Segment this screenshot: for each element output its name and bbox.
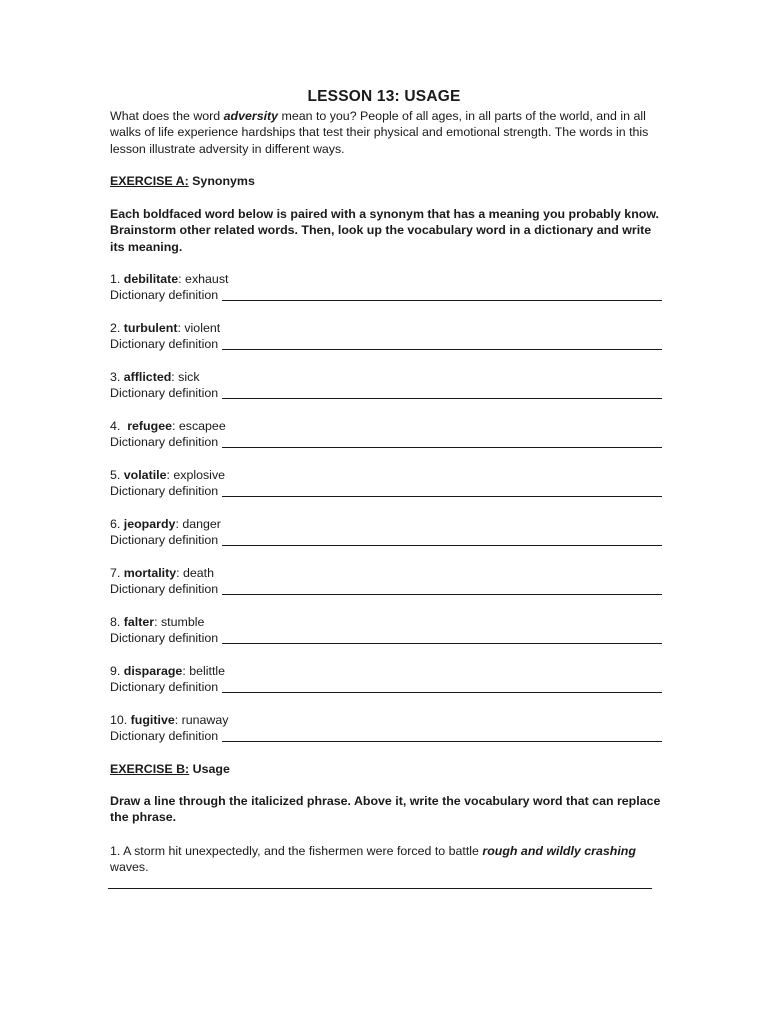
definition-row bbox=[110, 679, 662, 695]
definition-blank-line[interactable] bbox=[222, 299, 662, 301]
exercise-a-instructions: Each boldfaced word below is paired with a synonym that has a meaning you probably know. Brainstorm other related words. Then, look up the vocabulary word in a dictionary and write its meaning. bbox=[110, 207, 659, 254]
synonym: : violent bbox=[177, 321, 221, 335]
question-text-start: 1. A storm hit unexpectedly, and the fishermen were forced to battle bbox=[110, 844, 483, 858]
synonym-pair bbox=[110, 320, 662, 336]
definition-blank-line[interactable] bbox=[222, 348, 662, 350]
synonym-item bbox=[110, 614, 662, 663]
synonym: : stumble bbox=[154, 615, 205, 629]
synonym-item bbox=[110, 271, 662, 320]
definition-label: Dictionary definition bbox=[110, 484, 219, 499]
definition-label: Dictionary definition bbox=[110, 337, 219, 352]
definition-row bbox=[110, 287, 662, 303]
definition-row bbox=[110, 630, 662, 646]
item-number: 4. bbox=[110, 419, 128, 433]
definition-blank-line[interactable] bbox=[222, 495, 662, 497]
vocab-word: jeopardy bbox=[123, 517, 176, 531]
definition-row bbox=[110, 728, 662, 744]
synonym-pair bbox=[110, 712, 662, 728]
definition-row bbox=[110, 483, 662, 499]
synonym-pair bbox=[110, 614, 662, 630]
definition-blank-line[interactable] bbox=[222, 446, 662, 448]
definition-row bbox=[110, 581, 662, 597]
definition-blank-line[interactable] bbox=[222, 691, 662, 693]
definition-label: Dictionary definition bbox=[110, 386, 219, 401]
intro-text-end: mean to you? People of all ages, in all parts of the world, and in all walks of life experience hardships that test their physical and emotional strength. The words in this lesson illustrate adversity in different ways. bbox=[110, 109, 649, 156]
vocab-word: volatile bbox=[123, 468, 167, 482]
definition-label: Dictionary definition bbox=[110, 582, 219, 597]
definition-row bbox=[110, 434, 662, 450]
exercise-b-heading bbox=[110, 761, 662, 777]
item-number: 10. bbox=[110, 713, 131, 727]
item-number: 5. bbox=[110, 468, 124, 482]
definition-label: Dictionary definition bbox=[110, 729, 219, 744]
vocab-word: mortality bbox=[123, 566, 177, 580]
vocab-word: afflicted bbox=[123, 370, 172, 384]
synonym-item bbox=[110, 467, 662, 516]
definition-blank-line[interactable] bbox=[222, 593, 662, 595]
vocab-word: refugee bbox=[127, 419, 172, 433]
exercise-b-label: EXERCISE B: bbox=[110, 762, 190, 776]
definition-label: Dictionary definition bbox=[110, 631, 219, 646]
synonym: : belittle bbox=[182, 664, 226, 678]
synonym: : explosive bbox=[166, 468, 226, 482]
item-number: 7. bbox=[110, 566, 124, 580]
synonym: : sick bbox=[171, 370, 200, 384]
question-text-end: waves. bbox=[110, 860, 149, 875]
synonym: : runaway bbox=[174, 713, 229, 727]
item-number: 3. bbox=[110, 370, 124, 384]
definition-row bbox=[110, 385, 662, 401]
intro-italic-word: adversity bbox=[223, 109, 279, 123]
intro-text-start: What does the word bbox=[110, 109, 224, 123]
synonym-list bbox=[110, 271, 662, 761]
item-number: 8. bbox=[110, 615, 124, 629]
synonym-pair bbox=[110, 467, 662, 483]
item-number: 1. bbox=[110, 272, 124, 286]
synonym: : danger bbox=[175, 517, 221, 531]
exercise-a-heading bbox=[110, 173, 662, 189]
synonym-pair bbox=[110, 418, 662, 434]
vocab-word: debilitate bbox=[123, 272, 179, 286]
definition-blank-line[interactable] bbox=[222, 397, 662, 399]
synonym-item bbox=[110, 320, 662, 369]
italicized-phrase: rough and wildly crashing bbox=[482, 844, 636, 858]
item-number: 6. bbox=[110, 517, 124, 531]
intro-paragraph bbox=[110, 108, 662, 157]
definition-label: Dictionary definition bbox=[110, 533, 219, 548]
definition-row bbox=[110, 336, 662, 352]
synonym-pair bbox=[110, 663, 662, 679]
usage-question-1 bbox=[110, 843, 662, 876]
definition-blank-line[interactable] bbox=[222, 642, 662, 644]
definition-label: Dictionary definition bbox=[110, 288, 219, 303]
definition-label: Dictionary definition bbox=[110, 680, 219, 695]
synonym-pair bbox=[110, 271, 662, 287]
synonym-item bbox=[110, 418, 662, 467]
exercise-b-instructions: Draw a line through the italicized phrase. Above it, write the vocabulary word that can replace the phrase. bbox=[110, 794, 661, 825]
synonym-pair bbox=[110, 565, 662, 581]
vocab-word: turbulent bbox=[123, 321, 178, 335]
definition-row bbox=[110, 532, 662, 548]
synonym: : escapee bbox=[171, 419, 226, 433]
synonym-item bbox=[110, 565, 662, 614]
synonym-pair bbox=[110, 516, 662, 532]
vocab-word: falter bbox=[123, 615, 155, 629]
definition-blank-line[interactable] bbox=[222, 544, 662, 546]
synonym-item bbox=[110, 663, 662, 712]
exercise-a-name: Synonyms bbox=[192, 174, 255, 188]
item-number: 9. bbox=[110, 664, 124, 678]
synonym: : exhaust bbox=[178, 272, 229, 286]
vocab-word: disparage bbox=[123, 664, 183, 678]
exercise-a-label: EXERCISE A: bbox=[110, 174, 189, 188]
exercise-b-name: Usage bbox=[192, 762, 230, 776]
definition-blank-line[interactable] bbox=[222, 740, 662, 742]
vocab-word: fugitive bbox=[130, 713, 175, 727]
synonym-item bbox=[110, 516, 662, 565]
synonym-pair bbox=[110, 369, 662, 385]
answer-blank-line[interactable] bbox=[108, 888, 652, 889]
synonym-item bbox=[110, 712, 662, 761]
synonym-item bbox=[110, 369, 662, 418]
definition-label: Dictionary definition bbox=[110, 435, 219, 450]
lesson-title: LESSON 13: USAGE bbox=[307, 88, 461, 105]
synonym: : death bbox=[176, 566, 215, 580]
item-number: 2. bbox=[110, 321, 124, 335]
